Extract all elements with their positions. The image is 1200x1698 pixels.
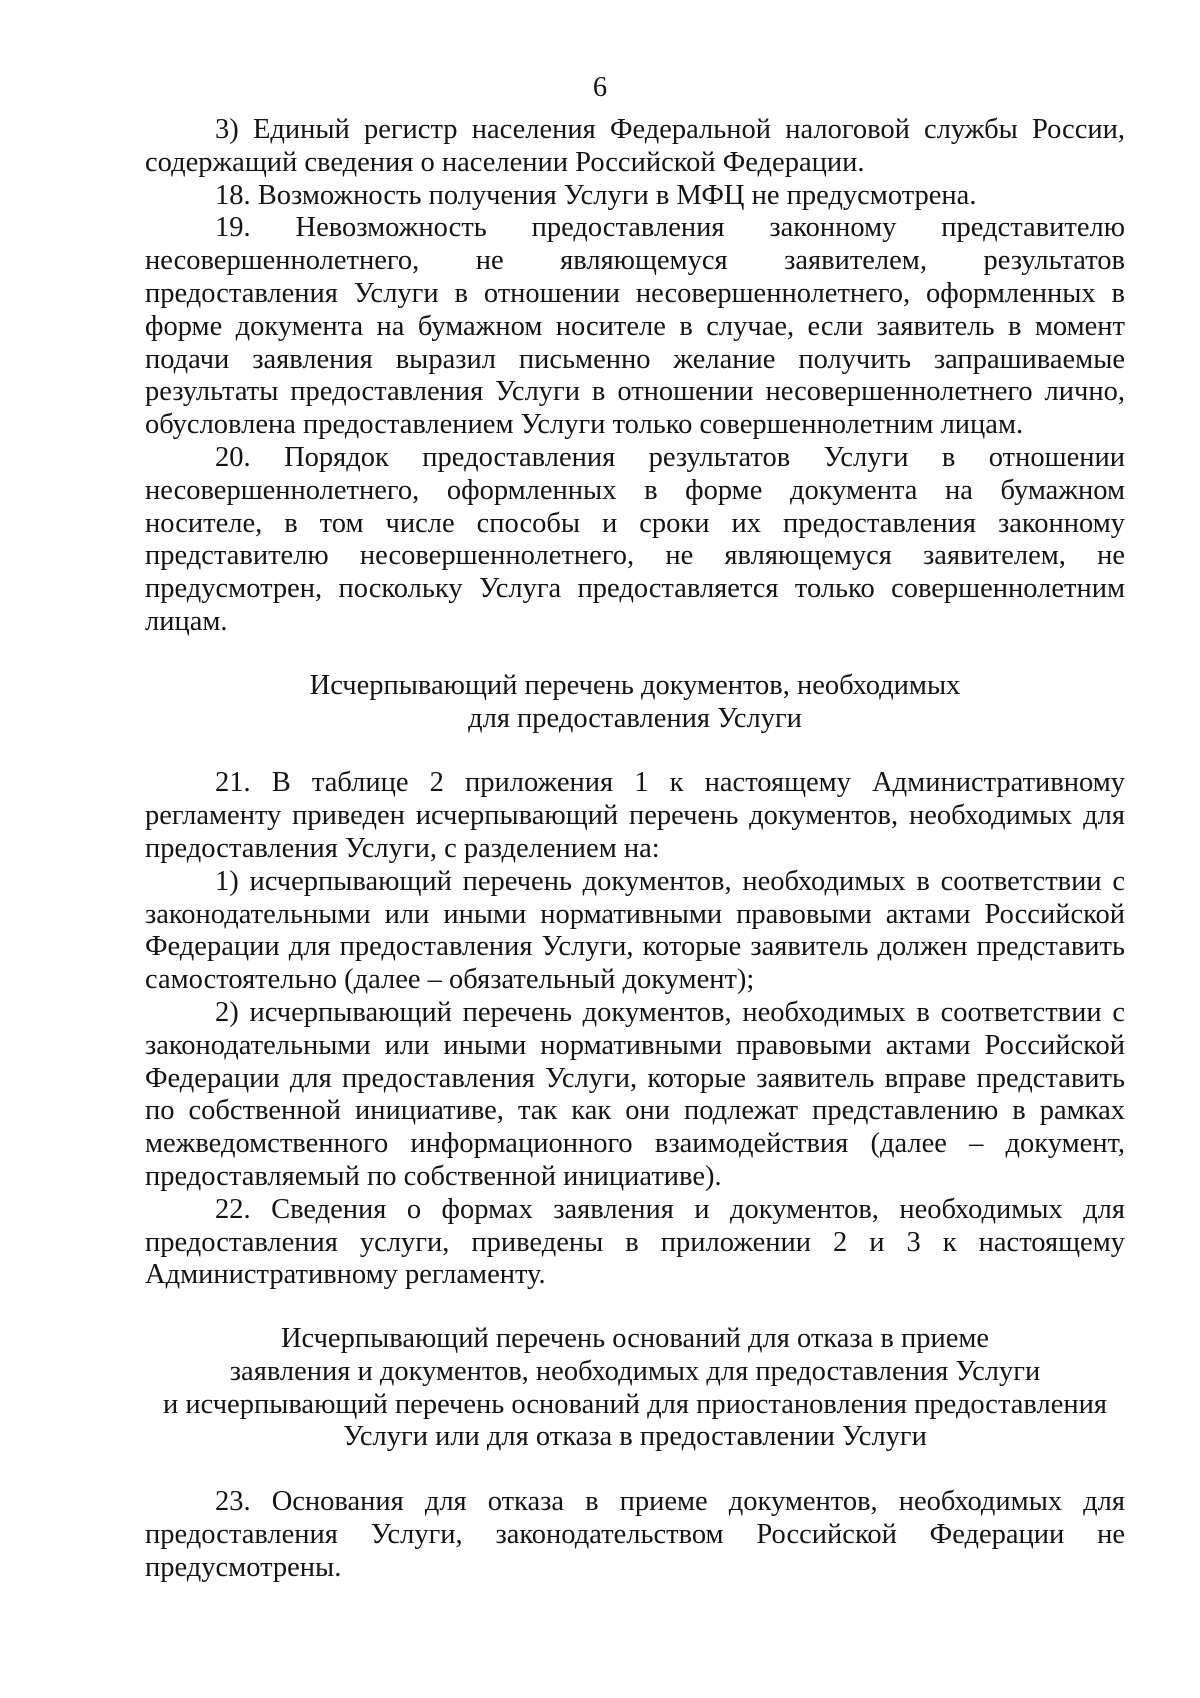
paragraph-21-item-2: 2) исчерпывающий перечень документов, необходимых в соответствии с законодательными или иными нормативными правовыми актами Российской Федерации для предоставления Услуги, которые заявитель вправе представить по собственной инициативе, так как они подлежат представлению в рамках межведомственного информационного взаимодействия (далее – документ, предоставляемый по собственной инициативе).: [145, 996, 1125, 1192]
paragraph-19: 19. Невозможность предоставления законному представителю несовершеннолетнего, не являющемуся заявителем, результатов предоставления Услуги в отношении несовершеннолетнего, оформленных в форме документа на бумажном носителе в случае, если заявитель в момент подачи заявления выразил письменно желание получить запрашиваемые результаты предоставления Услуги в отношении несовершеннолетнего лично, обусловлена предоставлением Услуги только совершеннолетним лицам.: [145, 212, 1125, 441]
section-heading-refusal-grounds-line-4: Услуги или для отказа в предоставлении Услуги: [343, 1421, 927, 1453]
paragraph-23: 23. Основания для отказа в приеме документов, необходимых для предоставления Услуги, законодательством Российской Федерации не предусмотрены.: [145, 1486, 1125, 1583]
section-heading-documents: [145, 670, 1125, 736]
paragraph-21: 21. В таблице 2 приложения 1 к настоящему Административному регламенту приведен исчерпывающий перечень документов, необходимых для предоставления Услуги, с разделением на:: [145, 767, 1125, 864]
section-heading-documents-line-2: для предоставления Услуги: [468, 702, 802, 734]
paragraph-21-item-1: 1) исчерпывающий перечень документов, необходимых в соответствии с законодательными или иными нормативными правовыми актами Российской Федерации для предоставления Услуги, которые заявитель должен представить самостоятельно (далее – обязательный документ);: [145, 865, 1125, 996]
paragraph-20: 20. Порядок предоставления результатов Услуги в отношении несовершеннолетнего, оформленных в форме документа на бумажном носителе, в том числе способы и сроки их предоставления законному представителю несовершеннолетнего, не являющемуся заявителем, не предусмотрен, поскольку Услуга предоставляется только совершеннолетним лицам.: [145, 441, 1125, 637]
section-heading-refusal-grounds-line-1: Исчерпывающий перечень оснований для отказа в приеме: [280, 1323, 990, 1355]
section-heading-refusal-grounds: [145, 1323, 1125, 1454]
document-body: [145, 114, 1125, 1585]
paragraph-18: 18. Возможность получения Услуги в МФЦ не предусмотрена.: [215, 179, 977, 211]
section-heading-documents-line-1: Исчерпывающий перечень документов, необходимых: [309, 669, 961, 701]
section-heading-refusal-grounds-line-2: заявления и документов, необходимых для предоставления Услуги: [229, 1355, 1041, 1387]
paragraph-22: 22. Сведения о формах заявления и документов, необходимых для предоставления услуги, приведены в приложении 2 и 3 к настоящему Административному регламенту.: [145, 1193, 1125, 1291]
paragraph-3: 3) Единый регистр населения Федеральной налоговой службы России, содержащий сведения о населении Российской Федерации.: [145, 114, 1125, 178]
section-heading-refusal-grounds-line-3: и исчерпывающий перечень оснований для приостановления предоставления: [163, 1388, 1107, 1420]
page-number: 6: [592, 72, 608, 103]
